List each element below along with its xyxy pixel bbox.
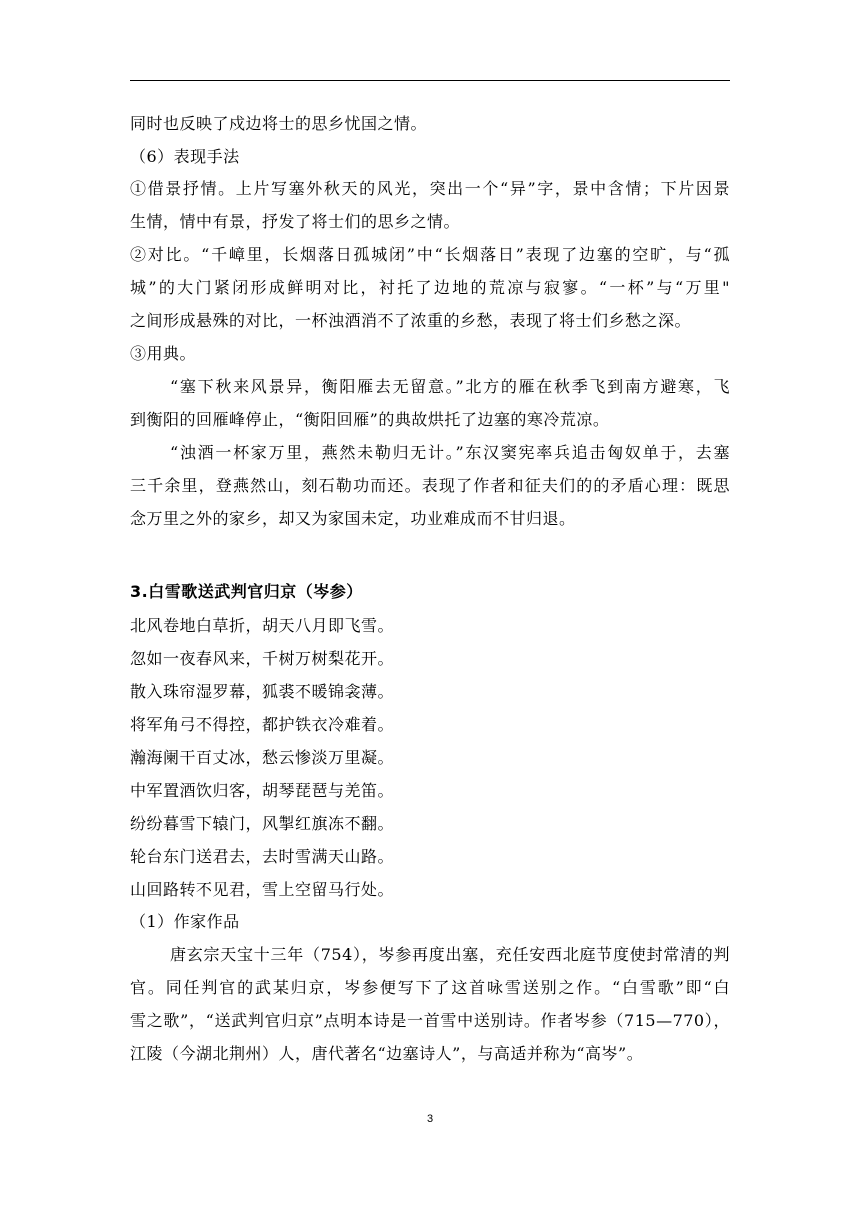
poem-line: 瀚海阑干百丈冰，愁云惨淡万里凝。 bbox=[130, 748, 395, 767]
paragraph-line: 唐玄宗天宝十三年（754），岑参再度出塞，充任安西北庭节度使封常清的判 bbox=[170, 945, 730, 964]
poem-line: 轮台东门送君去，去时雪满天山路。 bbox=[130, 847, 395, 866]
poem-line: 忽如一夜春风来，千树万树梨花开。 bbox=[130, 649, 395, 668]
paragraph-line: 三千余里，登燕然山，刻石勒功而还。表现了作者和征夫们的的矛盾心理：既思 bbox=[130, 476, 730, 495]
header-rule bbox=[130, 80, 730, 81]
poem-line: 纷纷暮雪下辕门，风掣红旗冻不翻。 bbox=[130, 814, 395, 833]
paragraph-line: 同时也反映了戍边将士的思乡忧国之情。 bbox=[130, 114, 428, 133]
paragraph-line: 之间形成悬殊的对比，一杯浊酒消不了浓重的乡愁，表现了将士们乡愁之深。 bbox=[130, 311, 692, 330]
section-subheading: （6）表现手法 bbox=[130, 147, 240, 166]
section-title: 3.白雪歌送武判官归京（岑参） bbox=[130, 582, 363, 601]
poem-line: 北风卷地白草折，胡天八月即飞雪。 bbox=[130, 616, 395, 635]
page-number: 3 bbox=[426, 1113, 434, 1125]
paragraph-line: “浊酒一杯家万里，燕然未勒归无计。”东汉窦宪率兵追击匈奴单于，去塞 bbox=[170, 443, 730, 462]
paragraph-line: 城”的大门紧闭形成鲜明对比，衬托了边地的荒凉与寂寥。“一杯”与“万里" bbox=[130, 278, 730, 297]
paragraph-line: 江陵（今湖北荆州）人，唐代著名“边塞诗人”，与高适并称为“高岑”。 bbox=[130, 1044, 644, 1063]
paragraph-line: 官。同任判官的武某归京，岑参便写下了这首咏雪送别之作。“白雪歌”即“白 bbox=[130, 978, 730, 997]
poem-line: 山回路转不见君，雪上空留马行处。 bbox=[130, 880, 395, 899]
paragraph-line: 念万里之外的家乡，却又为家国未定，功业难成而不甘归退。 bbox=[130, 509, 576, 528]
paragraph-line: 雪之歌”，“送武判官归京”点明本诗是一首雪中送别诗。作者岑参（715—770）， bbox=[130, 1011, 730, 1030]
paragraph-line: “塞下秋来风景异，衡阳雁去无留意。”北方的雁在秋季飞到南方避寒，飞 bbox=[170, 377, 730, 396]
poem-line: 中军置酒饮归客，胡琴琵琶与羌笛。 bbox=[130, 781, 395, 800]
poem-line: 将军角弓不得控，都护铁衣冷难着。 bbox=[130, 715, 395, 734]
paragraph-line: ②对比。“千嶂里，长烟落日孤城闭”中“长烟落日”表现了边塞的空旷，与“孤 bbox=[130, 245, 730, 264]
poem-line: 散入珠帘湿罗幕，狐裘不暖锦衾薄。 bbox=[130, 682, 395, 701]
paragraph-line: 到衡阳的回雁峰停止，“衡阳回雁”的典故烘托了边塞的寒冷荒凉。 bbox=[130, 410, 610, 429]
paragraph-line: ①借景抒情。上片写塞外秋天的风光，突出一个“异”字，景中含情；下片因景 bbox=[130, 179, 730, 198]
section-subheading: （1）作家作品 bbox=[130, 912, 240, 931]
paragraph-heading: ③用典。 bbox=[130, 344, 197, 363]
paragraph-line: 生情，情中有景，抒发了将士们的思乡之情。 bbox=[130, 212, 461, 231]
